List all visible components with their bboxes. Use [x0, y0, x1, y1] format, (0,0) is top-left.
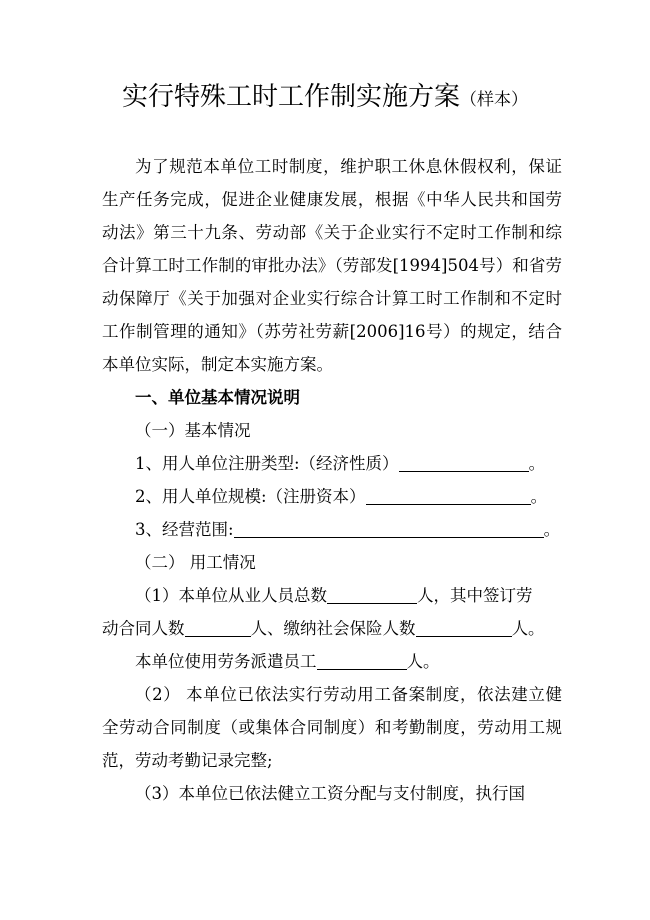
insurance-count-blank[interactable]: [416, 618, 512, 637]
employment-line-1: [102, 579, 562, 612]
dispatch-label: 本单位使用劳务派遣员工: [135, 652, 317, 671]
dispatch-line: [102, 645, 562, 678]
employment-contract-label: 人，其中签订劳: [417, 586, 533, 605]
employment-line-2-end: 人。: [511, 619, 545, 638]
item-business-scope-label: 3、经营范围:: [135, 520, 234, 539]
registered-capital-blank[interactable]: [366, 486, 531, 505]
dispatch-count-blank[interactable]: [317, 651, 407, 670]
item-scale-label: 2、用人单位规模:（注册资本）: [135, 487, 366, 506]
document-title: [0, 82, 650, 115]
title-main: 实行特殊工时工作制实施方案: [121, 82, 460, 112]
subsection-2-heading: （二） 用工情况: [135, 553, 256, 572]
total-employees-blank[interactable]: [327, 585, 417, 604]
item-registration-type-label: 1、用人单位注册类型:（经济性质）: [135, 454, 399, 473]
subsection-1-heading: （一）基本情况: [135, 421, 251, 440]
dispatch-end: 人。: [406, 652, 440, 671]
employment-total-label: （1）本单位从业人员总数: [135, 586, 327, 605]
contract-count-blank[interactable]: [185, 618, 251, 637]
employment-item-2: （2） 本单位已依法实行劳动用工备案制度，依法建立健全劳动合同制度（或集体合同制度）和考勤制度，劳动用工规范，劳动考勤记录完整;: [102, 685, 562, 770]
title-suffix: （样本）: [460, 90, 528, 110]
business-scope-blank[interactable]: [234, 519, 544, 538]
intro-paragraph: 为了规范本单位工时制度，维护职工休息休假权利，保证生产任务完成，促进企业健康发展，根据《中华人民共和国劳动法》第三十九条、劳动部《关于企业实行不定时工作制和综合计算工时工作制的审批办法》（劳部发[1994]504号）和省劳动保障厅《关于加强对企业实行综合计算工时工作制和不定时工作制管理的通知》（苏劳社劳薪[2006]16号）的规定，结合本单位实际，制定本实施方案。: [102, 157, 562, 374]
registration-type-blank[interactable]: [399, 453, 529, 472]
insurance-count-label: 人、缴纳社会保险人数: [250, 619, 416, 638]
item-registration-type: [102, 447, 562, 480]
period: 。: [543, 520, 561, 539]
employment-line-2: [102, 612, 562, 645]
period: 。: [530, 487, 548, 506]
period: 。: [528, 454, 546, 473]
document-body: [102, 150, 562, 810]
item-business-scope: [102, 513, 562, 546]
item-scale: [102, 480, 562, 513]
employment-item-3: （3）本单位已依法健立工资分配与支付制度，执行国: [135, 784, 525, 803]
section-1-heading: 一、单位基本情况说明: [135, 388, 300, 407]
contract-count-label: 动合同人数: [102, 619, 185, 638]
